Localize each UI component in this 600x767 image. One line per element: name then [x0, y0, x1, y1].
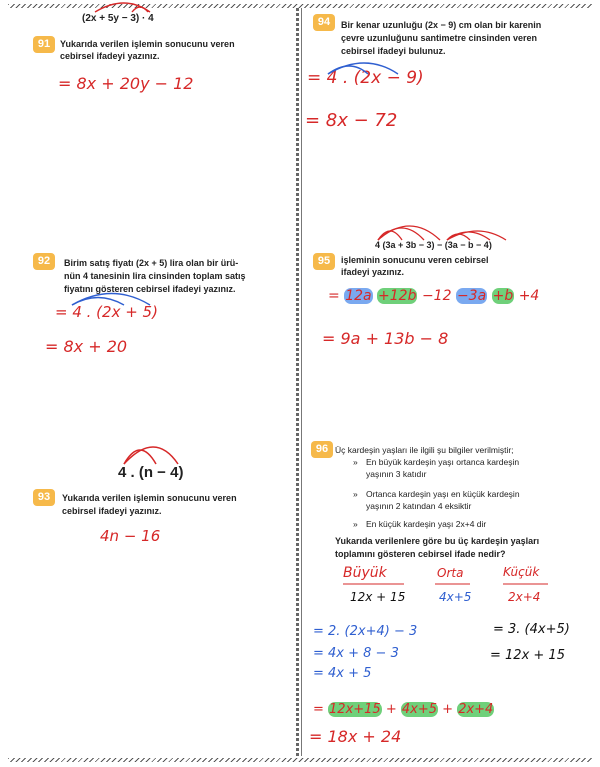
q94-text-line3: cebirsel ifadeyi bulunuz.	[341, 46, 446, 56]
q96-col2-title: Orta	[437, 566, 464, 580]
q95-arc	[378, 231, 402, 240]
q96-sum: = 12x+15 + 4x+5 + 2x+4	[313, 702, 494, 717]
q96-number-badge: 96	[311, 441, 333, 458]
q92-number-badge: 92	[33, 253, 55, 270]
q96-bullet3: En küçük kardeşin yaşı 2x+4 dir	[366, 519, 487, 529]
q95-work-equals: =	[328, 288, 345, 304]
q94-work: = 4 . (2x − 9)	[307, 68, 424, 88]
q96-sum-c: 2x+4	[458, 702, 494, 717]
q94-arc	[328, 63, 398, 74]
q96-question-line2: toplamını gösteren cebirsel ifade nedir?	[335, 549, 506, 559]
q94-text-line2: çevre uzunluğunu santimetre cinsinden veren	[341, 33, 538, 43]
q96-bullet3-marker: »	[353, 519, 358, 529]
q96-step2: = 4x + 8 − 3	[313, 646, 399, 661]
q92-text-line1: Birim satış fiyatı (2x + 5) lira olan bir ürü-	[64, 258, 239, 268]
q96-bullet2-line2: yaşının 2 katından 4 eksiktir	[366, 501, 472, 511]
q95-number-badge: 95	[313, 253, 335, 270]
q95-arc	[447, 231, 506, 240]
q91-text-line2: cebirsel ifadeyi yazınız.	[60, 51, 160, 61]
q96-col1-value: 12x + 15	[350, 590, 406, 604]
q96-col1-title: Büyük	[343, 565, 387, 581]
q91-expression: (2x + 5y − 3) · 4	[82, 13, 154, 24]
q96-sum-b: 4x+5	[401, 702, 438, 717]
q95-term-12b: +12b	[378, 288, 417, 304]
q94-number-badge: 94	[313, 14, 335, 31]
q96-side2: = 12x + 15	[490, 648, 565, 663]
q96-step3: = 4x + 5	[313, 666, 372, 681]
q96-col2-value: 4x+5	[439, 590, 472, 604]
q96-side1: = 3. (4x+5)	[493, 622, 570, 637]
q91-text-line1: Yukarıda verilen işlemin sonucunu veren	[60, 39, 235, 49]
q94-text-line1: Bir kenar uzunluğu (2x − 9) cm olan bir karenin	[341, 20, 542, 30]
q96-bullet1-marker: »	[353, 457, 358, 467]
q96-bullet1-line2: yaşının 3 katıdır	[366, 469, 427, 479]
q95-term-minus3a: −3a	[456, 288, 487, 304]
q93-text-line1: Yukarıda verilen işlemin sonucunu veren	[62, 493, 237, 503]
q95-term-minus12: −12	[421, 288, 452, 304]
q93-arc	[124, 450, 156, 464]
q95-answer: = 9a + 13b − 8	[322, 329, 449, 348]
q96-col3-title: Küçük	[503, 565, 540, 579]
q92-text-line3: fiyatını gösteren cebirsel ifadeyi yazınız.	[64, 284, 236, 294]
q92-text-line2: nün 4 tanesinin lira cinsinden toplam satış	[64, 271, 246, 281]
q92-work: = 4 . (2x + 5)	[55, 303, 158, 321]
q95-expression: 4 (3a + 3b − 3) − (3a − b − 4)	[375, 240, 492, 250]
q92-answer: = 8x + 20	[45, 337, 128, 356]
q91-number-badge: 91	[33, 36, 55, 53]
q96-bullet1-line1: En büyük kardeşin yaşı ortanca kardeşin	[366, 457, 520, 467]
q96-sum-a: 12x+15	[329, 702, 381, 717]
q95-term-plus4: +4	[518, 288, 540, 304]
q96-intro: Üç kardeşin yaşları ile ilgili şu bilgiler verilmiştir;	[335, 445, 514, 455]
q93-text-line2: cebirsel ifadeyi yazınız.	[62, 506, 162, 516]
q93-number-badge: 93	[33, 489, 55, 506]
q95-text-line2: ifadeyi yazınız.	[341, 267, 405, 277]
q91-arc	[95, 3, 150, 12]
q96-bullet2-marker: »	[353, 489, 358, 499]
q96-bullet2-line1: Ortanca kardeşin yaşı en küçük kardeşin	[366, 489, 520, 499]
q96-final: = 18x + 24	[309, 727, 402, 746]
q96-step1: = 2. (2x+4) − 3	[313, 624, 418, 639]
q91-answer: = 8x + 20y − 12	[58, 74, 194, 93]
q96-question-line1: Yukarıda verilenlere göre bu üç kardeşin yaşları	[335, 536, 540, 546]
q93-answer: 4n − 16	[100, 527, 161, 545]
q96-sum-equals: =	[313, 702, 329, 717]
q96-col3-value: 2x+4	[508, 590, 541, 604]
q94-answer: = 8x − 72	[305, 110, 398, 131]
q93-expression: 4 . (n − 4)	[118, 464, 184, 481]
q95-term-12a: 12a	[345, 288, 372, 304]
q95-term-b: +b	[492, 288, 514, 304]
q95-text-line1: işleminin sonucunu veren cebirsel	[341, 255, 489, 265]
q95-arc	[378, 226, 440, 240]
